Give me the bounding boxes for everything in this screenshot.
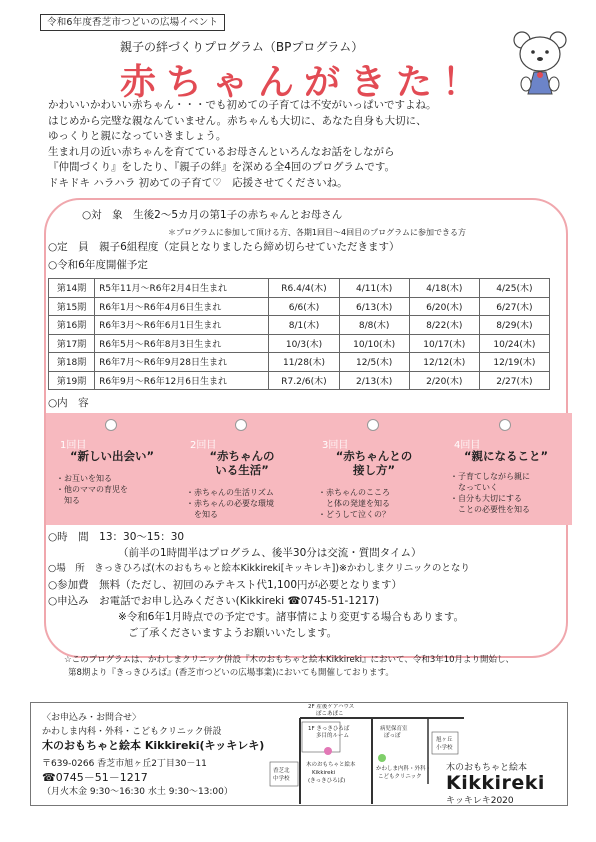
session-point: ・子育てしながら親に [450,472,530,481]
table-cell: R5年11月〜R6年2月4日生まれ [95,279,269,298]
event-tag: 令和6年度香芝市つどいの広場イベント [40,14,225,31]
table-row [49,279,550,298]
session-title: “親になること” [463,449,549,463]
intro-line: 生まれ月の近い赤ちゃんを育てているお母さんといろんなお話をしながら [48,145,395,158]
session-number: 2回目 [190,440,217,451]
table-row [49,371,550,390]
map-label: 中学校 [273,776,290,782]
capacity-info: ○定 員 親子6組程度（定員となりましたら締め切らせていただきます） [48,241,400,253]
contact-heading: 〈お申込み・お問合せ〉 [42,713,142,723]
map-label: 旭ヶ丘 [436,737,453,743]
table-cell: R6年7月〜R6年9月28日生まれ [95,353,269,372]
table-cell: 10/24(木) [479,334,549,353]
map-label: ぽこあぽこ [316,711,344,717]
session-point: ・赤ちゃんの必要な環境 [186,499,274,508]
table-row [49,316,550,335]
logo-line: 木のおもちゃと絵本 [446,763,528,773]
map-label: 木のおもちゃと絵本 [306,762,356,768]
session-point: ことの必要性を知る [450,505,530,514]
session-point: 知る [56,496,80,505]
session-number: 3回目 [322,440,349,451]
time-info: ○時 間 13：30〜15：30 [48,531,185,543]
session-point: を知る [186,510,218,519]
footnote-line: 第8期より『きっきひろば』(香芝市つどいの広場事業)においても開催しております。 [68,668,394,678]
map-label: 香芝北 [273,768,290,774]
bear-mascot-icon [508,28,572,98]
table-cell: 2/20(木) [409,371,479,390]
map-label: かわしま内科・外科・ [376,766,432,772]
table-cell: 2/13(木) [339,371,409,390]
session-card-1 [46,413,178,525]
table-cell: 第17期 [49,334,95,353]
session-title: “新しい出会い” [69,449,155,463]
session-card-2 [176,413,308,525]
map-label: 小学校 [436,745,453,751]
schedule-table [48,278,550,390]
table-cell: 4/11(木) [339,279,409,298]
table-row [49,297,550,316]
table-cell: 第14期 [49,279,95,298]
table-cell: 8/1(木) [269,316,339,335]
table-cell: 2/27(木) [479,371,549,390]
session-card-3 [308,413,440,525]
table-cell: 8/22(木) [409,316,479,335]
table-cell: 11/28(木) [269,353,339,372]
table-cell: R6年3月〜R6年6月1日生まれ [95,316,269,335]
session-point: ・自分も大切にする [450,494,522,503]
session-title: “赤ちゃんとの 接し方” [335,449,413,477]
logo-wordmark: Kikkireki [446,772,545,794]
intro-line: 『仲間づくり』をしたり、『親子の絆』を深める全4回のプログラムです。 [48,161,395,174]
program-footnote [64,654,514,680]
table-cell: R6.4/4(木) [269,279,339,298]
map-label: こどもクリニック [378,774,422,780]
table-cell: 10/17(木) [409,334,479,353]
table-cell: 4/25(木) [479,279,549,298]
session-number: 4回目 [454,440,481,451]
table-cell: 6/27(木) [479,297,549,316]
time-note: （前半の1時間半はプログラム、後半30分は交流・質問タイム） [118,547,422,559]
table-cell: 10/3(木) [269,334,339,353]
table-cell: 第16期 [49,316,95,335]
map-label: ぽっぽ [384,733,401,739]
pin-icon [105,419,117,431]
table-cell: R6年5月〜R6年8月3日生まれ [95,334,269,353]
fee-info: ○参加費 無料（ただし、初回のみテキスト代1,100円が必要となります） [48,579,403,591]
target-note: ＊プログラムに参加して頂ける方、各期1回目〜4回目のプログラムに参加できる方 [168,228,467,237]
table-cell: 12/19(木) [479,353,549,372]
pin-icon [235,419,247,431]
shop-name: 木のおもちゃと絵本 Kikkireki(キッキレキ) [42,739,265,752]
footnote-line: ☆このプログラムは、かわしまクリニック併設『木のおもちゃと絵本Kikkireki』において、令和3年10月より開始し、 [64,655,515,665]
schedule-heading: ○令和6年度開催予定 [48,259,148,271]
opening-hours: （月火木金 9:30〜16:30 水土 9:30〜13:00） [42,787,233,797]
address: 〒639-0266 香芝市旭ヶ丘2丁目30－11 [42,759,207,769]
table-row [49,334,550,353]
table-cell: 12/5(木) [339,353,409,372]
intro-line: はじめから完璧な親なんていません。赤ちゃんも大切に、あなた自身も大切に、 [48,114,427,127]
session-point: ・どうして泣くの？ [318,510,390,519]
table-cell: 第19期 [49,371,95,390]
session-point: ・他のママの育児を [56,485,128,494]
apply-info: ○申込み お電話でお申し込みください(Kikkireki ☎0745-51-1217) [48,595,380,607]
table-row [49,353,550,372]
table-cell: R6年1月〜R6年4月6日生まれ [95,297,269,316]
map-label: 1F きっきひろば [308,726,350,732]
table-cell: 8/29(木) [479,316,549,335]
session-point: ・赤ちゃんの生活リズム [186,488,274,497]
phone-number: ☎0745－51－1217 [42,771,148,784]
table-cell: 6/13(木) [339,297,409,316]
page-title: 赤ちゃんがきた！ [120,62,489,103]
intro-line: ドキドキ ハラハラ 初めての子育て♡ 応援させてくださいね。 [48,176,348,189]
session-point: ・お互いを知る [56,474,112,483]
access-map [268,704,468,804]
pin-icon [499,419,511,431]
program-subtitle: 親子の絆づくりプログラム（BPプログラム） [120,40,364,54]
content-heading: ○内 容 [48,397,89,409]
table-cell: 8/8(木) [339,316,409,335]
map-label: Kikkireki [312,770,336,776]
logo-line: キッキレキ2020 [446,796,514,806]
session-number: 1回目 [60,440,87,451]
session-point: と体の発達を知る [318,499,390,508]
session-card-4 [440,413,572,525]
kikkireki-logo [446,760,566,806]
intro-line: ゆっくりと親になっていきましょう。 [48,130,227,143]
map-label: 病児保育室 [380,726,408,732]
session-point: なっていく [450,483,498,492]
table-cell: 4/18(木) [409,279,479,298]
table-cell: 6/6(木) [269,297,339,316]
apply-note: ご了承くださいますようお願いいたします。 [128,627,338,639]
table-cell: 第18期 [49,353,95,372]
table-cell: 6/20(木) [409,297,479,316]
target-info: ○対 象 生後2〜5カ月の第1子の赤ちゃんとお母さん [82,209,343,221]
apply-note: ※令和6年1月時点での予定です。諸事情により変更する場合もあります。 [118,611,464,623]
table-cell: 10/10(木) [339,334,409,353]
place-info: ○場 所 きっきひろば(木のおもちゃと絵本Kikkireki[キッキレキ])※かわしまクリニックのとなり [48,563,470,574]
session-point: ・赤ちゃんのこころ [318,488,390,497]
table-cell: R6年9月〜R6年12月6日生まれ [95,371,269,390]
table-cell: 12/12(木) [409,353,479,372]
contact-sub: かわしま内科・外科・こどもクリニック併設 [42,727,222,737]
table-cell: 第15期 [49,297,95,316]
map-label: 2F 産後ケアハウス [308,704,355,710]
intro-line: かわいいかわいい赤ちゃん・・・でも初めての子育ては不安がいっぱいですよね。 [48,99,437,111]
contact-info [42,711,264,799]
session-title: “赤ちゃんの いる生活” [209,449,275,477]
map-label: (きっきひろば) [308,778,346,784]
intro-text [48,98,518,192]
pin-icon [367,419,379,431]
map-label: 多目的ルーム [316,733,350,739]
table-cell: R7.2/6(木) [269,371,339,390]
